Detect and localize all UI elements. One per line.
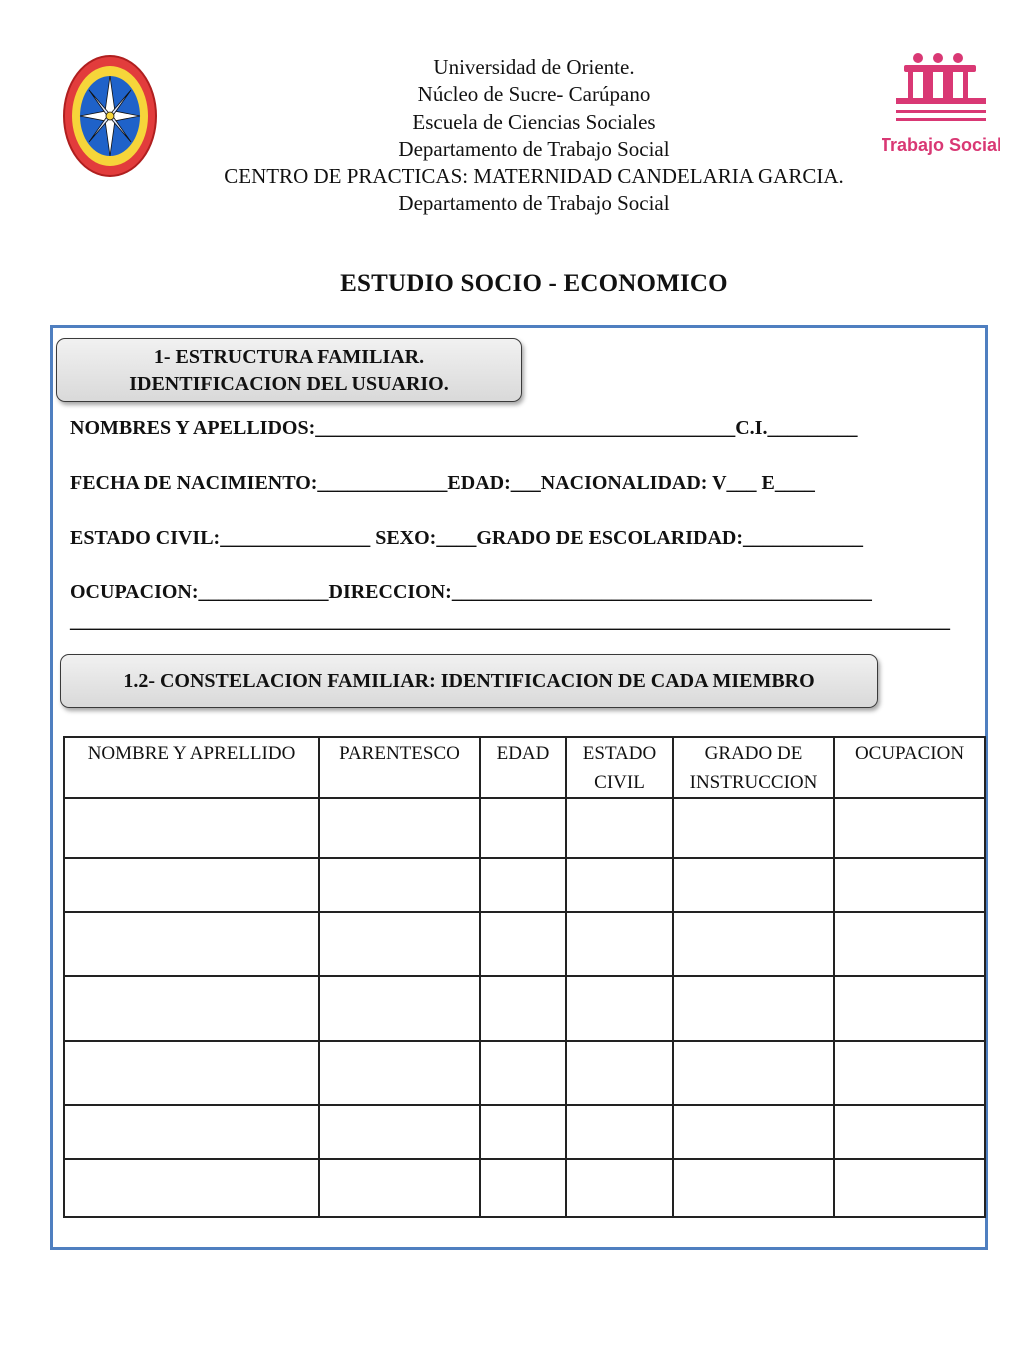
cell-nombre[interactable] [64,1041,319,1105]
header-line-university: Universidad de Oriente. [433,55,635,79]
section1-heading-line1: 1- ESTRUCTURA FAMILIAR. [153,346,425,368]
universidad-seal-logo [62,54,158,178]
page-title: ESTUDIO SOCIO - ECONOMICO [340,270,728,297]
table-row [64,976,985,1041]
cell-estado-civil[interactable] [566,1105,673,1159]
cell-ocupacion[interactable] [834,1041,985,1105]
header-line-escuela: Escuela de Ciencias Sociales [412,109,656,134]
cell-parentesco[interactable] [319,1105,480,1159]
cell-parentesco[interactable] [319,1041,480,1105]
cell-estado-civil[interactable] [566,1041,673,1105]
family-members-table [63,736,986,1218]
cell-nombre[interactable] [64,858,319,912]
cell-estado-civil[interactable] [566,912,673,976]
cell-ocupacion[interactable] [834,858,985,912]
cell-edad[interactable] [480,1105,566,1159]
table-row [64,858,985,912]
header-line-centro: CENTRO DE PRACTICAS: MATERNIDAD CANDELARIA GARCIA. [224,164,844,189]
cell-edad[interactable] [480,912,566,976]
section1-heading-line2: IDENTIFICACION DEL USUARIO. [129,373,449,395]
cell-grado-instruccion[interactable] [673,1105,834,1159]
cell-grado-instruccion[interactable] [673,858,834,912]
cell-edad[interactable] [480,858,566,912]
header-line-departamento: Departamento de Trabajo Social [398,136,670,161]
field-fecha-nacimiento[interactable]: FECHA DE NACIMIENTO:_____________EDAD:___NACIONALIDAD: V___ E____ [70,472,815,494]
cell-edad[interactable] [480,798,566,858]
header-line-nucleo: Núcleo de Sucre- Carúpano [417,82,651,107]
col-header-nombre: NOMBRE Y APRELLIDO [64,737,319,798]
cell-nombre[interactable] [64,976,319,1041]
field-direccion-continuation[interactable]: ________________________________________________________________________________________ [70,610,950,632]
field-nombres-apellidos[interactable]: NOMBRES Y APELLIDOS:__________________________________________C.I._________ [70,417,858,439]
col-header-grado-instruccion: GRADO DE INSTRUCCION [673,737,834,798]
cell-edad[interactable] [480,976,566,1041]
col-header-ocupacion: OCUPACION [834,737,985,798]
table-row [64,1041,985,1105]
cell-ocupacion[interactable] [834,976,985,1041]
cell-grado-instruccion[interactable] [673,1041,834,1105]
col-header-edad: EDAD [480,737,566,798]
cell-estado-civil[interactable] [566,858,673,912]
cell-ocupacion[interactable] [834,798,985,858]
cell-parentesco[interactable] [319,798,480,858]
cell-edad[interactable] [480,1041,566,1105]
cell-estado-civil[interactable] [566,1159,673,1217]
cell-parentesco[interactable] [319,976,480,1041]
col-header-estado-civil: ESTADO CIVIL [566,737,673,798]
table-row [64,798,985,858]
cell-ocupacion[interactable] [834,1105,985,1159]
cell-nombre[interactable] [64,1159,319,1217]
cell-nombre[interactable] [64,1105,319,1159]
section1-heading [56,338,522,402]
header-line-departamento-2: Departamento de Trabajo Social [398,191,670,216]
cell-edad[interactable] [480,1159,566,1217]
institution-header [150,54,918,218]
trabajo-social-logo-text: Trabajo Social [882,135,1000,155]
cell-estado-civil[interactable] [566,976,673,1041]
cell-parentesco[interactable] [319,1159,480,1217]
cell-grado-instruccion[interactable] [673,798,834,858]
cell-ocupacion[interactable] [834,1159,985,1217]
col-header-parentesco: PARENTESCO [319,737,480,798]
cell-grado-instruccion[interactable] [673,912,834,976]
table-row [64,1105,985,1159]
cell-ocupacion[interactable] [834,912,985,976]
cell-grado-instruccion[interactable] [673,1159,834,1217]
table-row [64,912,985,976]
cell-nombre[interactable] [64,912,319,976]
field-ocupacion-direccion[interactable]: OCUPACION:_____________DIRECCION:__________________________________________ [70,581,872,603]
cell-estado-civil[interactable] [566,798,673,858]
table-row [64,1159,985,1217]
cell-parentesco[interactable] [319,858,480,912]
cell-nombre[interactable] [64,798,319,858]
table-header-row [64,737,985,798]
field-estado-civil[interactable]: ESTADO CIVIL:_______________ SEXO:____GRADO DE ESCOLARIDAD:____________ [70,527,864,549]
cell-parentesco[interactable] [319,912,480,976]
section2-heading: 1.2- CONSTELACION FAMILIAR: IDENTIFICACION DE CADA MIEMBRO [60,654,878,708]
cell-grado-instruccion[interactable] [673,976,834,1041]
